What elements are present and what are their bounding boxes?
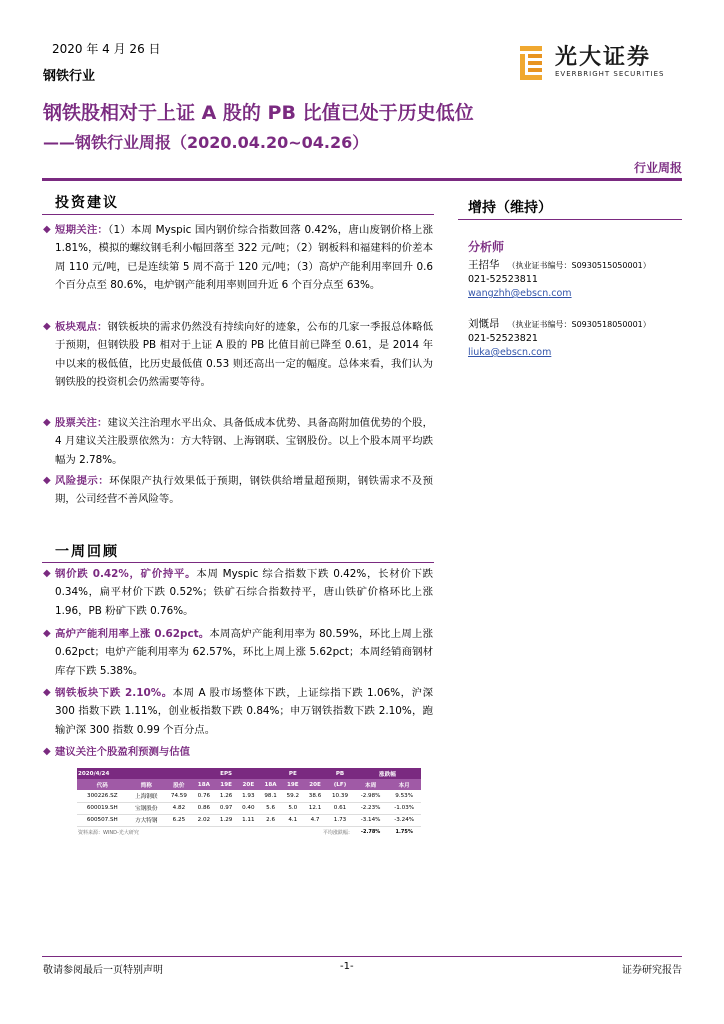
analyst-phone: 021-52523811 <box>468 274 538 285</box>
table-row: 600019.SH 宝钢股份 4.82 0.86 0.97 0.40 5.6 5.0 12.1 0.61 -2.23% -1.03% <box>77 802 421 814</box>
table-column-header: 代码 简称 股价 18A 19E 20E 18A 19E 20E (LF) 本周 本月 <box>77 779 421 790</box>
footer-report-label: 证券研究报告 <box>622 965 682 976</box>
bullet-table-title: ◆ 建议关注个股盈利预测与估值 <box>55 743 433 761</box>
sidebar-divider <box>458 219 682 220</box>
bullet-blast-furnace: ◆ 高炉产能利用率上涨 0.62pct。本周高炉产能利用率为 80.59%，环比上周上涨 0.62pct；电炉产能利用率为 62.57%，环比上周上涨 5.62pct；本周经销商钢材库存下跌 5.38%。 <box>55 625 433 680</box>
diamond-bullet-icon: ◆ <box>43 568 51 579</box>
table-footer: 资料来源：WIND-光大研究 平均涨跌幅： -2.78% 1.75% <box>78 829 413 836</box>
diamond-bullet-icon: ◆ <box>43 321 51 332</box>
company-logo <box>518 40 688 86</box>
analyst-email-link[interactable]: liuka@ebscn.com <box>468 347 552 358</box>
sector-label: 钢铁行业 <box>43 69 96 84</box>
analyst-cert: （执业证书编号：S0930518050001） <box>507 320 651 329</box>
table-row: 600507.SH 方大特钢 6.25 2.02 1.29 1.11 2.6 4.1 4.7 1.73 -3.14% -3.24% <box>77 814 421 826</box>
diamond-bullet-icon: ◆ <box>43 475 51 486</box>
footer-divider <box>42 956 682 957</box>
table-row: 300226.SZ 上海钢联 74.59 0.76 1.26 1.93 98.1 59.2 38.6 10.39 -2.98% 9.53% <box>77 790 421 802</box>
analyst-phone: 021-52523821 <box>468 333 538 344</box>
analyst-heading: 分析师 <box>468 240 505 254</box>
earnings-valuation-table <box>77 768 421 837</box>
diamond-bullet-icon: ◆ <box>43 417 51 428</box>
logo-english-text: EVERBRIGHT SECURITIES <box>555 70 665 78</box>
section-divider <box>42 214 434 215</box>
report-type: 行业周报 <box>633 161 682 175</box>
bullet-steel-price: ◆ 钢价跌 0.42%，矿价持平。本周 Myspic 综合指数下跌 0.42%，长材价下跌 0.34%，扁平材价下跌 0.52%；铁矿石综合指数持平，唐山铁矿价格环比上涨 1.96，PB 粉矿下跌 0.76%。 <box>55 565 433 620</box>
analyst-block <box>468 318 651 359</box>
section-heading-review: 一周回顾 <box>55 544 119 560</box>
bullet-steel-sector: ◆ 钢铁板块下跌 2.10%。本周 A 股市场整体下跌，上证综指下跌 1.06%，沪深 300 指数下跌 1.11%，创业板指数下跌 0.84%；申万钢铁指数下跌 2.10%，跑输沪深 300 指数 0.99 个百分点。 <box>55 684 433 739</box>
report-subtitle: ——钢铁行业周报（2020.04.20~04.26） <box>43 133 369 152</box>
analyst-name: 王招华 <box>468 259 500 271</box>
diamond-bullet-icon: ◆ <box>43 746 51 757</box>
report-date: 2020 年 4 月 26 日 <box>52 42 161 56</box>
page-number: -1- <box>340 961 354 972</box>
table-group-header: 2020/4/24 EPS PE PB 涨跌幅 <box>77 768 421 779</box>
everbright-logo-icon <box>518 42 548 82</box>
section-divider <box>42 562 434 563</box>
diamond-bullet-icon: ◆ <box>43 224 51 235</box>
analyst-cert: （执业证书编号：S0930515050001） <box>507 261 651 270</box>
report-title: 钢铁股相对于上证 A 股的 PB 比值已处于历史低位 <box>43 102 474 124</box>
diamond-bullet-icon: ◆ <box>43 628 51 639</box>
footer-disclaimer: 敬请参阅最后一页特别声明 <box>43 965 163 976</box>
logo-chinese-text: 光大证券 <box>555 45 652 70</box>
section-heading-investment: 投资建议 <box>55 195 119 211</box>
rating: 增持（维持） <box>468 200 552 216</box>
bullet-sector-view: ◆ 板块观点：钢铁板块的需求仍然没有持续向好的迹象，公布的几家一季报总体略低于预期，但钢铁股 PB 相对于上证 A 股的 PB 比值目前已降至 0.61，是 2014 年中以来的极低值，比历史最低值 0.53 则还高出一定的幅度。总体来看，我们认为钢铁股的投资机会仍然需要等待。 <box>55 318 433 392</box>
analyst-block <box>468 259 651 300</box>
analyst-email-link[interactable]: wangzhh@ebscn.com <box>468 288 572 299</box>
bullet-risk: ◆ 风险提示：环保限产执行效果低于预期，钢铁供给增量超预期，钢铁需求不及预期，公司经营不善风险等。 <box>55 472 433 509</box>
bullet-short-term: ◆ 短期关注：（1）本周 Myspic 国内钢价综合指数回落 0.42%，唐山废钢价格上涨 1.81%，模拟的螺纹钢毛利小幅回落至 322 元/吨；（2）钢板料和福建料的价差本周 110 元/吨，已是连续第 5 周不高于 120 元/吨；（3）高炉产能利用率回升 0.6 个百分点至 80.6%，电炉钢产能利用率则回升近 6 个百分点至 63%。 <box>55 221 433 295</box>
analyst-name: 刘慨昂 <box>468 318 500 330</box>
bullet-stock-focus: ◆ 股票关注：建议关注治理水平出众、具备低成本优势、具备高附加值优势的个股，4 月建议关注股票依然为：方大特钢、上海钢联、宝钢股份。以上个股本周平均跌幅为 2.78%。 <box>55 414 433 469</box>
diamond-bullet-icon: ◆ <box>43 687 51 698</box>
header-divider <box>42 178 682 181</box>
